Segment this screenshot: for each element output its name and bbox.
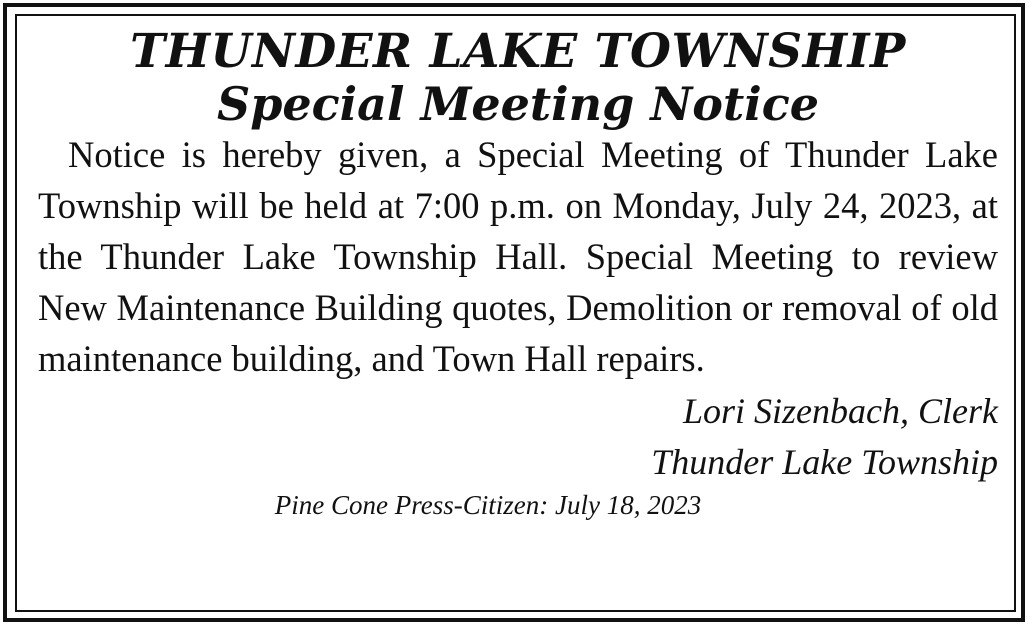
publication-line: Pine Cone Press-Citizen: July 18, 2023 [274,490,702,520]
notice-body: Notice is hereby given, a Special Meeting of Thunder Lake Township will be held at 7:00 p.m. on Monday, July 24, 2023, at the Thunder Lake Township Hall. Special Meeting to review New Maintenance Building quotes, Demolition or removal of old maintenance building, and Town Hall repairs. [38,134,998,379]
notice-subheading: Special Meeting Notice [217,77,819,131]
signature-org: Thunder Lake Township [651,442,998,482]
signature-name: Lori Sizenbach, Clerk [683,391,998,431]
notice-heading: THUNDER LAKE TOWNSHIP [130,24,906,79]
notice-content [38,18,998,608]
